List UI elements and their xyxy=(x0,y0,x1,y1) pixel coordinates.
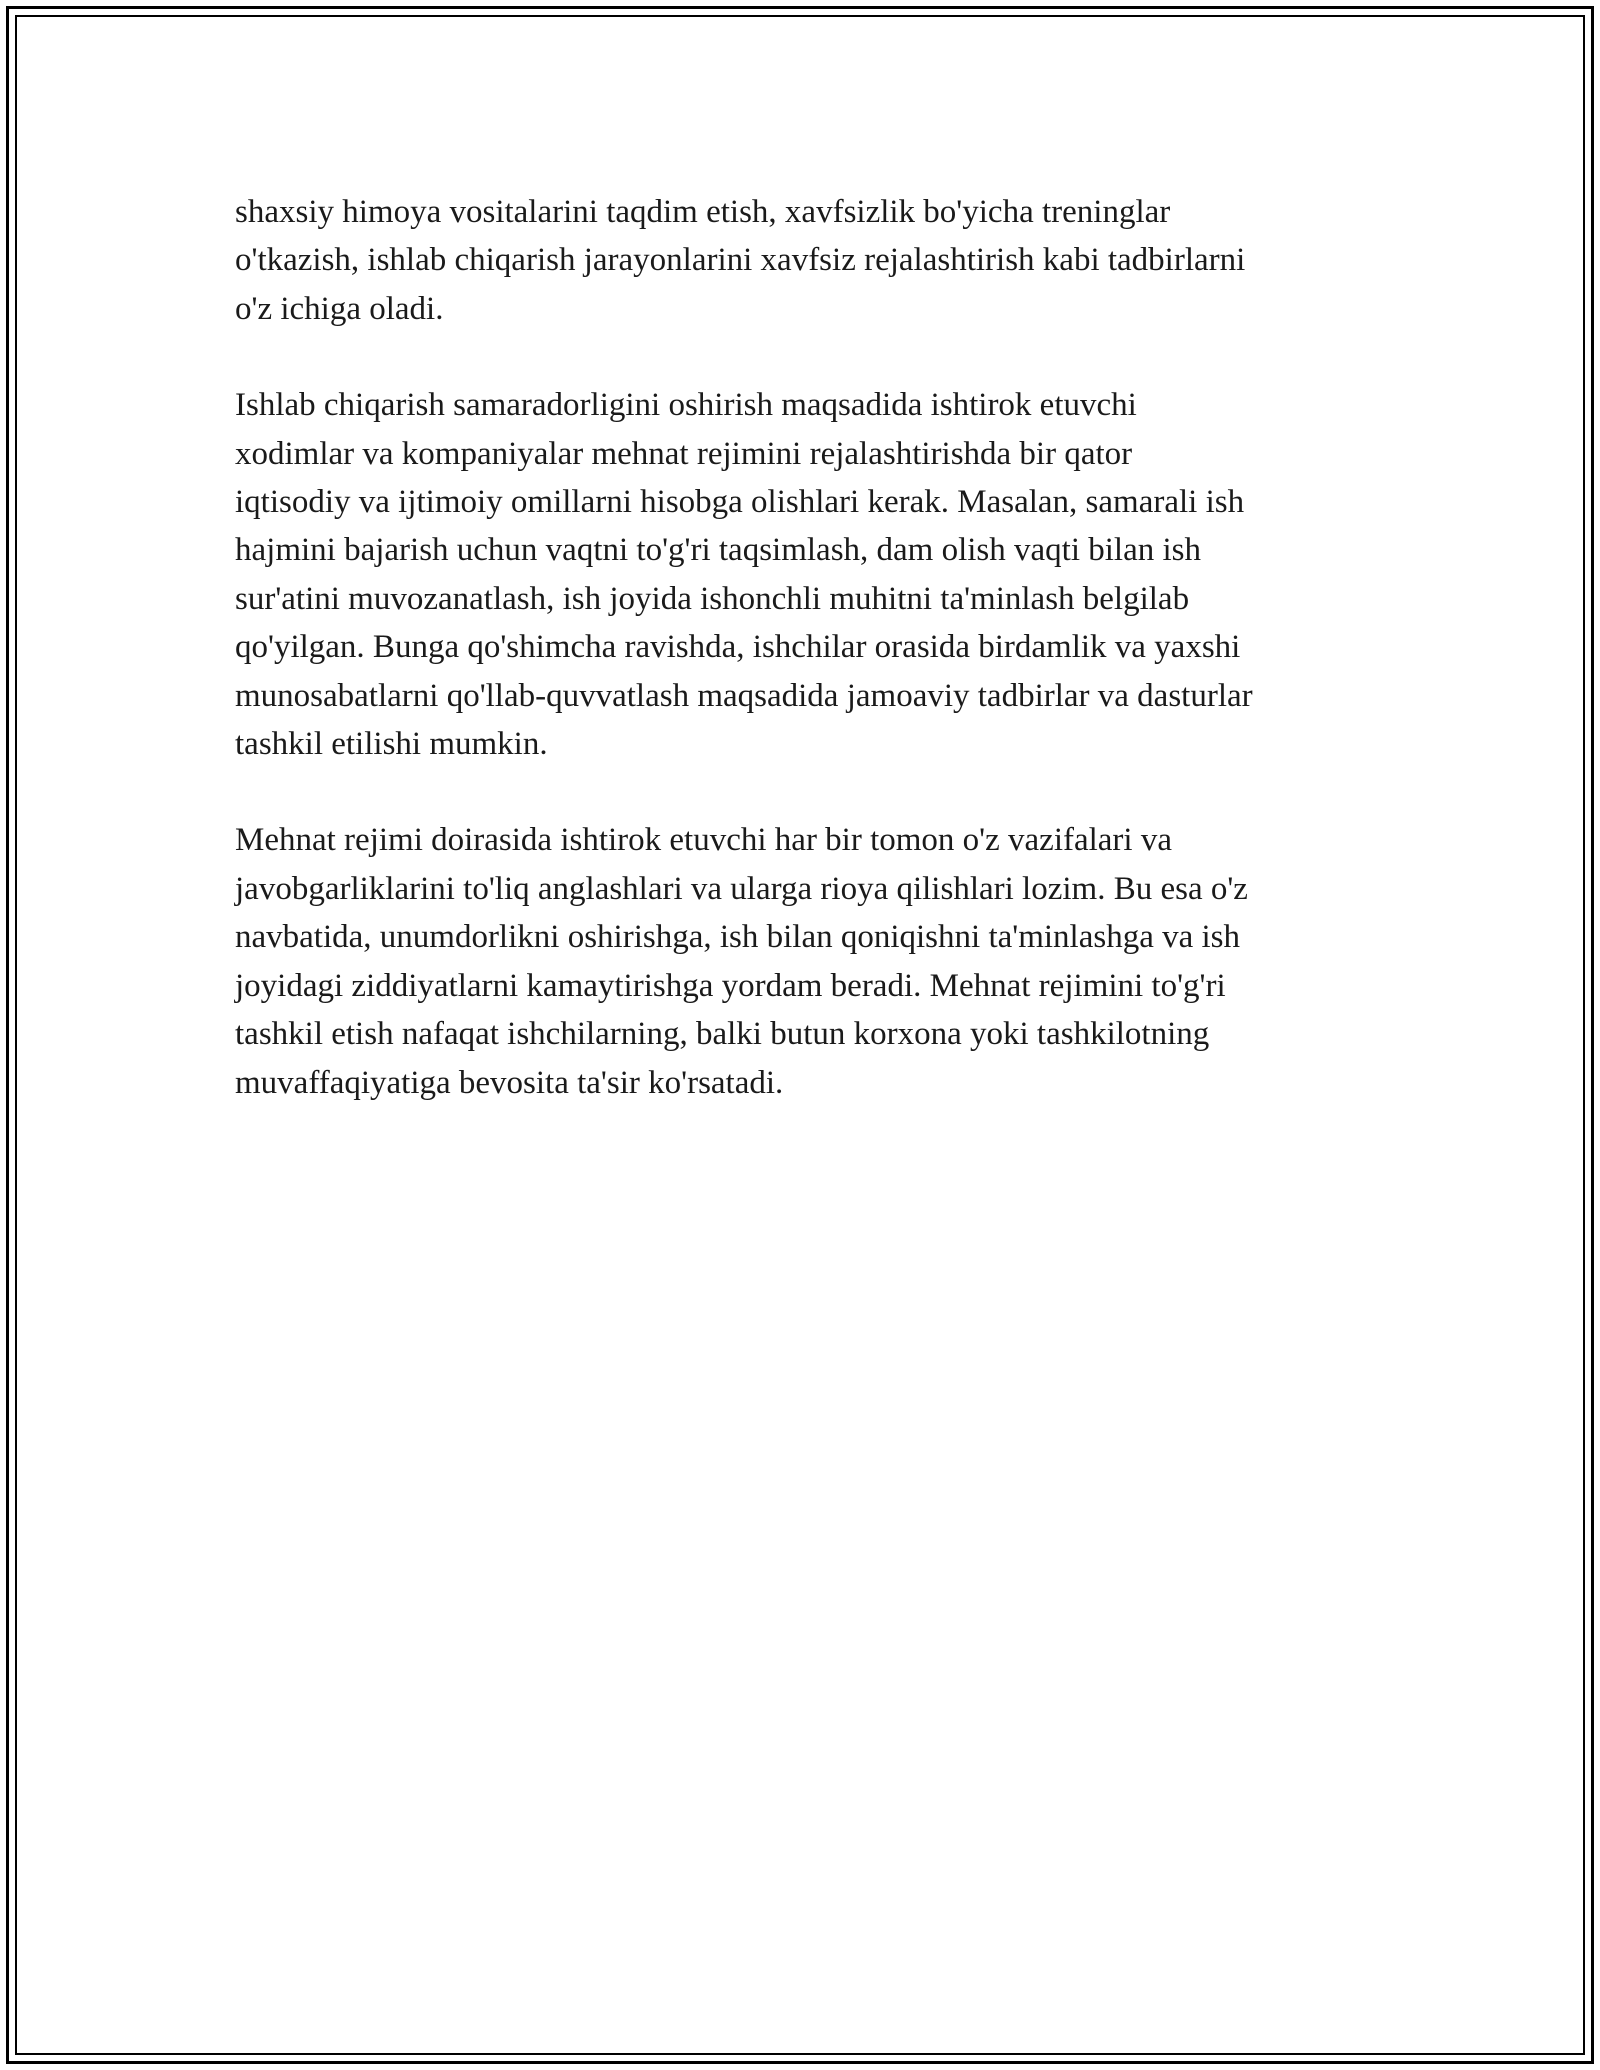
paragraph: Mehnat rejimi doirasida ishtirok etuvchi har bir tomon o'z vazifalari va javobgarliklarini to'liq anglashlari va ularga rioya qilishlari lozim. Bu esa o'z navbatida, unumdorlikni oshirishga, ish bilan qoniqishni ta'minlashga va ish joyidagi ziddiyatlarni kamaytirishga yordam beradi. Mehnat rejimini to'g'ri tashkil etish nafaqat ishchilarning, balki butun korxona yoki tashkilotning muvaffaqiyatiga bevosita ta'sir ko'rsatadi. xyxy=(235,822,1248,1101)
document-body xyxy=(235,188,1375,1155)
paragraph: shaxsiy himoya vositalarini taqdim etish, xavfsizlik bo'yicha treninglar o'tkazish, ishlab chiqarish jarayonlarini xavfsiz rejalashtirish kabi tadbirlarni o'z ichiga oladi. xyxy=(235,194,1246,327)
paragraph: Ishlab chiqarish samaradorligini oshirish maqsadida ishtirok etuvchi xodimlar va kompaniyalar mehnat rejimini rejalashtirishda bir qator iqtisodiy va ijtimoiy omillarni hisobga olishlari kerak. Masalan, samarali ish hajmini bajarish uchun vaqtni to'g'ri taqsimlash, dam olish vaqti bilan ish sur'atini muvozanatlash, ish joyida ishonchli muhitni ta'minlash belgilab qo'yilgan. Bunga qo'shimcha ravishda, ishchilar orasida birdamlik va yaxshi munosabatlarni qo'llab-quvvatlash maqsadida jamoaviy tadbirlar va dasturlar tashkil etilishi mumkin. xyxy=(235,387,1253,763)
